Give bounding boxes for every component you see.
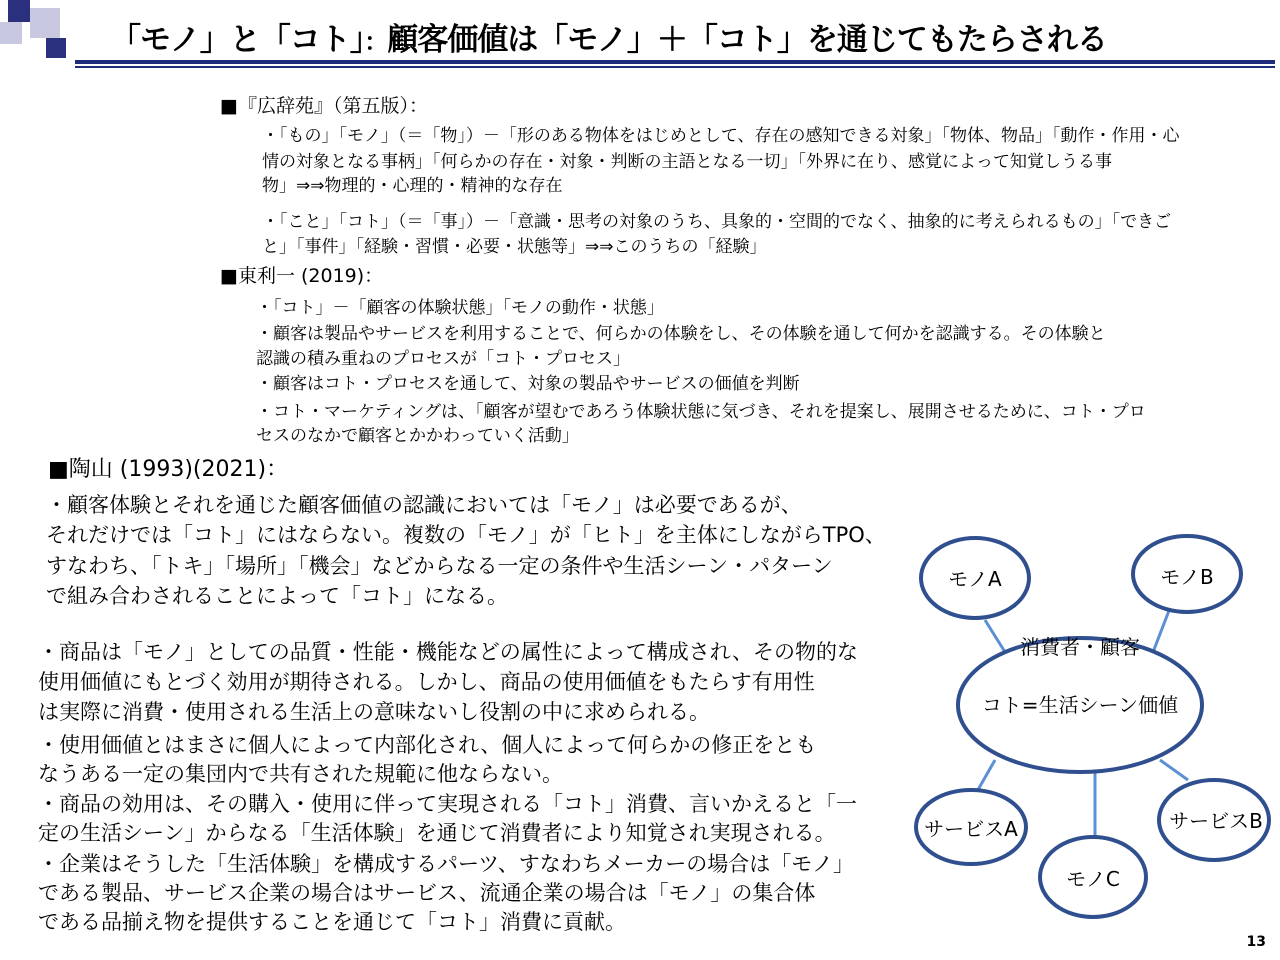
toyama-heading: ■陶山 (1993)(2021)： [48,457,289,482]
higashi-line: 認識の積み重ねのプロセスが「コト・プロセス」 [256,349,630,369]
label-center-top: 消費者・顧客 [1020,635,1140,659]
body-line: ・商品は「モノ」としての品質・性能・機能などの属性によって構成され、その物的な [38,640,859,664]
label-mono-b: モノB [1160,565,1214,589]
higashi-line: ・顧客はコト・プロセスを通して、対象の製品やサービスの価値を判断 [256,374,800,394]
body-line: ・企業はそうした「生活体験」を構成するパーツ、すなわちメーカーの場合は「モノ」 [38,852,855,876]
kojien-mono-line: 情の対象となる事柄」「何らかの存在・対象・判断の主語となる一切」「外界に在り、感覚によって知覚しうる事 [262,152,1112,172]
body-line: 定の生活シーン」からなる「生活体験」を通じて消費者により知覚され実現される。 [38,821,836,845]
higashi-line: ・コト・マーケティングは、「顧客が望むであろう体験状態に気づき、それを提案し、展開させるために、コト・プロ [256,402,1146,422]
kojien-mono-line: 物」⇒⇒物理的・心理的・精神的な存在 [262,176,563,196]
higashi-line: ・「コト」－「顧客の体験状態」「モノの動作・状態」 [256,298,664,318]
toyama-line: すなわち、「トキ」「場所」「機会」などからなる一定の条件や生活シーン・パターン [46,554,833,578]
kojien-mono-line: ・「もの」「モノ」（＝「物」）－「形のある物体をはじめとして、存在の感知できる対象」「物体、物品」「動作・作用・心 [262,126,1180,146]
label-service-b: サービスB [1169,809,1263,833]
higashi-line: ・顧客は製品やサービスを利用することで、何らかの体験をし、その体験を通して何かを認識する。その体験と [256,324,1106,344]
toyama-line: で組み合わされることによって「コト」になる。 [46,584,508,608]
title-colon: ： [364,28,388,56]
kojien-koto-line: ・「こと」「コト」（＝「事」）－「意識・思考の対象のうち、具象的・空間的でなく、抽象的に考えられるもの」「できご [262,212,1172,232]
body-line: ・使用価値とはまさに個人によって内部化され、個人によって何らかの修正をとも [38,733,817,757]
body-line: ・商品の効用は、その購入・使用に伴って実現される「コト」消費、言いかえると「一 [38,792,857,816]
body-line: なうある一定の集団内で共有された規範に他ならない。 [38,762,563,786]
body-line: は実際に消費・使用される生活上の意味ないし役割の中に求められる。 [38,700,710,724]
label-mono-a: モノA [948,567,1002,591]
toyama-line: それだけでは「コト」にはならない。複数の「モノ」が「ヒト」を主体にしながらTPO、 [46,523,886,547]
body-line: 使用価値にもとづく効用が期待される。しかし、商品の使用価値をもたらす有用性 [38,670,815,694]
title-main: 「モノ」と「コト」 [110,22,365,58]
connector-service-b [1160,760,1188,780]
label-service-a: サービスA [924,817,1018,841]
higashi-line: セスのなかで顧客とかかわっていく活動」 [256,426,579,446]
kojien-heading: ■『広辞苑』（第五版）： [220,95,428,117]
kojien-koto-line: と」「事件」「経験・習慣・必要・状態等」⇒⇒このうちの「経験」 [262,237,767,257]
body-line: である品揃え物を提供することを通じて「コト」消費に貢献。 [38,910,626,934]
page-number: 13 [1246,934,1266,950]
body-line: である製品、サービス企業の場合はサービス、流通企業の場合は「モノ」の集合体 [38,881,816,905]
label-mono-c: モノC [1066,867,1120,891]
higashi-heading: ■東利一 (2019)： [220,265,384,287]
toyama-line: ・顧客体験とそれを通じた顧客価値の認識においては「モノ」は必要であるが、 [46,493,802,517]
label-center-main: コト=生活シーン価値 [981,693,1179,717]
title-rest: 顧客価値は「モノ」＋「コト」を通じてもたらされる [387,22,1107,58]
